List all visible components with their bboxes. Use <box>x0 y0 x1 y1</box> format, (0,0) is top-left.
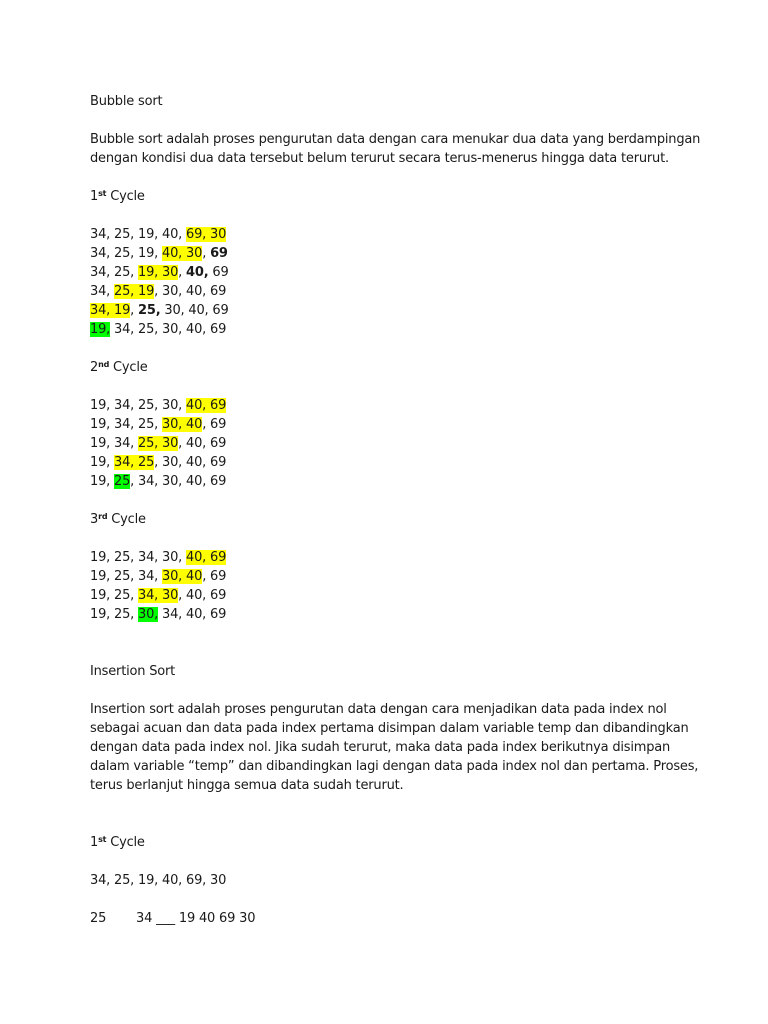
cycle-word: Cycle <box>110 835 145 850</box>
cycle-word: Cycle <box>107 512 146 527</box>
step-rest: 34 ___ 19 40 69 30 <box>136 911 256 926</box>
row-segment: 34, 25, <box>90 265 139 280</box>
sort-step-row <box>90 244 690 263</box>
row-segment: , 40, 69 <box>178 436 227 451</box>
compared-pair-highlight: 69, 30 <box>186 227 227 242</box>
row-segment: 19, 25, 34, 30, <box>90 550 187 565</box>
row-segment: 34, 25, 19, <box>90 246 163 261</box>
row-segment: , 30, 40, 69 <box>154 455 227 470</box>
description-line: dengan kondisi dua data tersebut belum terurut secara terus-menerus hingga data terurut. <box>90 151 669 166</box>
sort-step-row <box>90 225 690 244</box>
fixed-value: 69 <box>210 246 228 261</box>
row-segment: , 30, 40, 69 <box>154 284 227 299</box>
cycle-word: Cycle <box>109 360 148 375</box>
document-page <box>90 92 701 928</box>
row-segment: 34, 25, 19, 40, <box>90 227 187 242</box>
fixed-value: 40, <box>186 265 209 280</box>
sort-step-row <box>90 263 690 282</box>
cycle-heading <box>90 187 690 206</box>
sort-step-row <box>90 605 690 624</box>
insertion-sort-description <box>90 700 699 795</box>
compared-pair-highlight: 25, 30 <box>138 436 179 451</box>
sort-step-row <box>90 282 690 301</box>
compared-pair-highlight: 34, 19 <box>90 303 131 318</box>
row-segment: 19, 25, <box>90 588 139 603</box>
compared-pair-highlight: 30, 40 <box>162 417 203 432</box>
compared-pair-highlight: 34, 30 <box>138 588 179 603</box>
cycle-heading <box>90 358 690 377</box>
row-segment: , <box>178 265 187 280</box>
sort-step-row <box>90 301 690 320</box>
row-segment: 19, 34, 25, <box>90 417 163 432</box>
sorted-value-highlight: 30, <box>138 607 159 622</box>
sort-step-row <box>90 548 690 567</box>
description-line: sebagai acuan dan data pada index pertama disimpan dalam variable temp dan dibandingkan <box>90 721 689 736</box>
row-segment: 19, <box>90 455 115 470</box>
cycle-number: 1 <box>90 835 99 850</box>
row-segment: 19, 34, <box>90 436 139 451</box>
cycle-word: Cycle <box>106 189 145 204</box>
row-segment: 34, 40, 69 <box>158 607 227 622</box>
row-segment: 30, 40, 69 <box>160 303 229 318</box>
sorted-value-highlight: 19, <box>90 322 111 337</box>
sort-step-row <box>90 415 690 434</box>
row-segment: 19, 25, <box>90 607 139 622</box>
insertion-step-row <box>90 909 690 928</box>
initial-data-row: 34, 25, 19, 40, 69, 30 <box>90 873 227 888</box>
sort-step-row <box>90 434 690 453</box>
cycle-suffix: st <box>98 189 107 198</box>
row-segment: 69 <box>208 265 229 280</box>
compared-pair-highlight: 40, 30 <box>162 246 203 261</box>
compared-pair-highlight: 40, 69 <box>186 398 227 413</box>
bubble-sort-description <box>90 130 701 168</box>
compared-pair-highlight: 30, 40 <box>162 569 203 584</box>
cycle-suffix: nd <box>98 360 110 369</box>
row-segment: 34, 25, 30, 40, 69 <box>110 322 227 337</box>
row-segment: , 69 <box>202 569 227 584</box>
row-segment: , <box>130 303 139 318</box>
description-line: dengan data pada index nol. Jika sudah terurut, maka data pada index berikutnya disimpan <box>90 740 671 755</box>
description-line: dalam variable “temp” dan dibandingkan lagi dengan data pada index nol dan pertama. Proses, <box>90 759 699 774</box>
compared-pair-highlight: 19, 30 <box>138 265 179 280</box>
row-segment: , <box>202 246 211 261</box>
cycle-suffix: st <box>98 835 107 844</box>
row-segment: , 40, 69 <box>178 588 227 603</box>
cycle-number: 1 <box>90 189 99 204</box>
sort-step-row <box>90 472 690 491</box>
sorted-value-highlight: 25 <box>114 474 131 489</box>
description-line: terus berlanjut hingga semua data sudah terurut. <box>90 778 404 793</box>
description-line: Bubble sort adalah proses pengurutan data dengan cara menukar dua data yang berdampingan <box>90 132 701 147</box>
row-segment: 19, 34, 25, 30, <box>90 398 187 413</box>
fixed-value: 25, <box>138 303 161 318</box>
cycle-heading <box>90 833 690 852</box>
cycle-number: 3 <box>90 512 99 527</box>
temp-value: 25 <box>90 911 107 926</box>
compared-pair-highlight: 25, 19 <box>114 284 155 299</box>
row-segment: , 69 <box>202 417 227 432</box>
cycle-suffix: rd <box>98 512 108 521</box>
compared-pair-highlight: 40, 69 <box>186 550 227 565</box>
sort-step-row <box>90 320 690 339</box>
bubble-sort-title: Bubble sort <box>90 94 163 109</box>
row-segment: , 34, 30, 40, 69 <box>130 474 227 489</box>
sort-step-row <box>90 567 690 586</box>
sort-step-row <box>90 453 690 472</box>
row-segment: 19, <box>90 474 115 489</box>
cycle-heading <box>90 510 690 529</box>
sort-step-row <box>90 396 690 415</box>
compared-pair-highlight: 34, 25 <box>114 455 155 470</box>
bubble-sort-cycles <box>90 187 690 624</box>
row-segment: 19, 25, 34, <box>90 569 163 584</box>
insertion-sort-title: Insertion Sort <box>90 664 176 679</box>
cycle-number: 2 <box>90 360 99 375</box>
row-segment: 34, <box>90 284 115 299</box>
sort-step-row <box>90 586 690 605</box>
description-line: Insertion sort adalah proses pengurutan data dengan cara menjadikan data pada index nol <box>90 702 667 717</box>
